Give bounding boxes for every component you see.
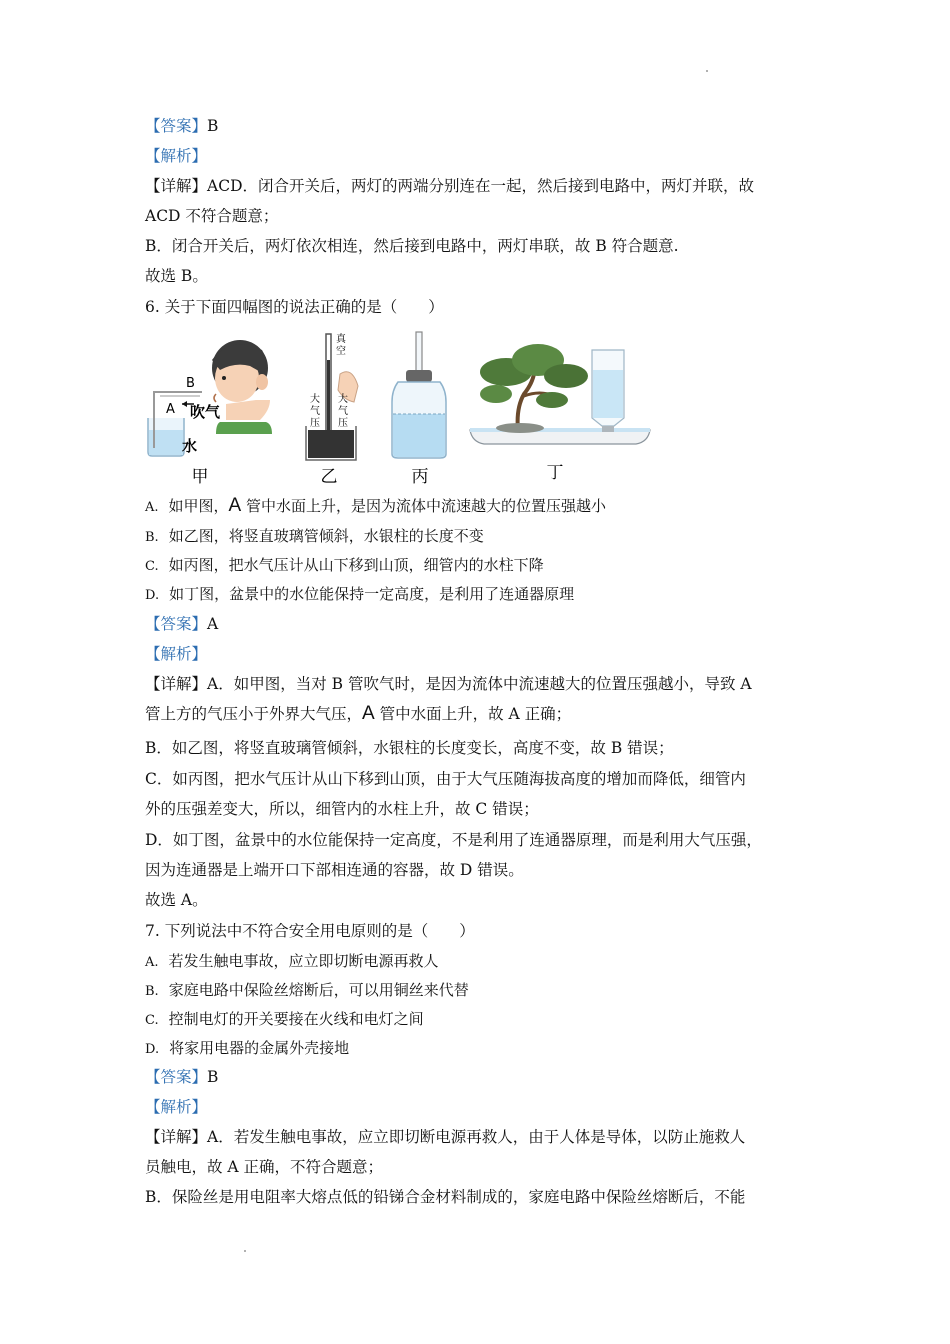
detail-text-post: 管中水面上升，故 A 正确；: [374, 705, 572, 723]
figure-jia: [148, 340, 272, 456]
q6-detail-line-7: 因为连通器是上端开口下部相连通的容器，故 D 错误。: [145, 861, 524, 879]
detail-text: A．如甲图，当对 B 管吹气时，是因为流体中流速越大的位置压强越小，导致 A: [207, 675, 752, 693]
label-a: A: [166, 402, 175, 417]
q6-stem: 6. 关于下面四幅图的说法正确的是（ ）: [145, 298, 444, 316]
label-atm-r3: 压: [338, 418, 348, 429]
label-b: B: [186, 376, 195, 391]
figure-ding: [470, 344, 650, 444]
q7-answer: [145, 1067, 218, 1087]
q7-detail-line-3: B．保险丝是用电阻率大熔点低的铅锑合金材料制成的，家庭电路中保险丝熔断后，不能: [145, 1188, 746, 1206]
q7-stem: 7. 下列说法中不符合安全用电原则的是（ ）: [145, 922, 475, 940]
detail-label: 【详解】: [145, 1128, 208, 1146]
q5-detail-line-1: [145, 176, 754, 196]
option-big-letter: A: [228, 495, 242, 516]
answer-value: B: [207, 1068, 219, 1086]
q5-detail-line-3: B．闭合开关后，两灯依次相连，然后接到电路中，两灯串联，故 B 符合题意.: [145, 237, 679, 255]
label-atm-l2: 气: [310, 406, 320, 417]
detail-label: 【详解】: [145, 675, 208, 693]
caption-yi: 乙: [320, 467, 338, 487]
detail-label: 【详解】: [145, 177, 208, 195]
option-text: 控制电灯的开关要接在火线和电灯之间: [168, 1010, 424, 1028]
answer-label: 【答案】: [145, 1068, 208, 1086]
caption-ding: 丁: [546, 463, 564, 483]
option-key: C.: [145, 1013, 159, 1028]
q6-detail-line-1: [145, 674, 752, 694]
q6-conclusion: 故选 A。: [145, 891, 208, 909]
q6-option-c: [145, 555, 544, 577]
detail-text: A．若发生触电事故，应立即切断电源再救人，由于人体是导体，以防止施救人: [207, 1128, 746, 1146]
q7-analysis-label: 【解析】: [145, 1098, 208, 1116]
option-key: C.: [145, 559, 159, 574]
q6-detail-line-3: B．如乙图，将竖直玻璃管倾斜，水银柱的长度变长，高度不变，故 B 错误；: [145, 739, 674, 757]
label-atm-l3: 压: [310, 418, 320, 429]
q7-option-d: [145, 1038, 349, 1060]
label-atm-r2: 气: [338, 406, 348, 417]
q6-analysis-label: 【解析】: [145, 645, 208, 663]
caption-bing: 丙: [411, 467, 429, 487]
detail-text: ACD．闭合开关后，两灯的两端分别连在一起，然后接到电路中，两灯并联，故: [207, 177, 754, 195]
option-key: A.: [145, 500, 159, 515]
corner-mark-top: [706, 70, 708, 72]
option-text: 若发生触电事故，应立即切断电源再救人: [168, 952, 439, 970]
answer-label: 【答案】: [145, 615, 208, 633]
caption-jia: 甲: [191, 467, 209, 487]
option-key: B.: [145, 984, 159, 999]
option-key: D.: [145, 588, 160, 603]
q6-detail-line-5: 外的压强差变大，所以，细管内的水柱上升，故 C 错误；: [145, 800, 539, 818]
q7-detail-line-2: 员触电，故 A 正确，不符合题意；: [145, 1158, 384, 1176]
q6-detail-line-2: [145, 704, 571, 724]
option-text: 如乙图，将竖直玻璃管倾斜，水银柱的长度不变: [168, 527, 484, 545]
label-blow: 吹气: [190, 403, 221, 421]
label-vacuum-2: 空: [336, 346, 346, 357]
q6-detail-line-4: C．如丙图，把水气压计从山下移到山顶，由于大气压随海拔高度的增加而降低，细管内: [145, 770, 746, 788]
q7-detail-line-1: [145, 1127, 745, 1147]
figure-bing: [392, 332, 446, 458]
answer-label: 【答案】: [145, 117, 208, 135]
label-atm-r1: 大: [338, 394, 348, 405]
option-text: 将家用电器的金属外壳接地: [169, 1039, 350, 1057]
option-text-pre: 如甲图，: [168, 497, 229, 515]
answer-value: B: [207, 117, 219, 135]
label-vacuum-1: 真: [336, 334, 346, 345]
detail-text-pre: 管上方的气压小于外界大气压，: [145, 705, 363, 723]
option-key: B.: [145, 530, 159, 545]
option-text-post: 管中水面上升，是因为流体中流速越大的位置压强越小: [241, 497, 607, 515]
option-key: D.: [145, 1042, 160, 1057]
answer-value: A: [207, 615, 219, 633]
option-text: 如丙图，把水气压计从山下移到山顶，细管内的水柱下降: [168, 556, 544, 574]
label-atm-l1: 大: [310, 394, 320, 405]
label-water: 水: [182, 437, 198, 455]
q5-answer: [145, 116, 218, 136]
q5-analysis-label: 【解析】: [145, 147, 208, 165]
q6-option-b: [145, 526, 484, 548]
detail-big-letter: A: [362, 703, 375, 724]
corner-mark-bottom: [244, 1250, 246, 1252]
q6-answer: [145, 614, 218, 634]
q5-conclusion: 故选 B。: [145, 267, 208, 285]
q7-option-a: [145, 951, 439, 973]
option-text: 如丁图，盆景中的水位能保持一定高度，是利用了连通器原理: [169, 585, 575, 603]
q7-option-b: [145, 980, 469, 1002]
q5-detail-line-2: ACD 不符合题意；: [145, 207, 279, 225]
q6-option-d: [145, 584, 574, 606]
option-key: A.: [145, 955, 159, 970]
q6-option-a: [145, 496, 606, 518]
q6-detail-line-6: D．如丁图，盆景中的水位能保持一定高度，不是利用了连通器原理，而是利用大气压强，: [145, 831, 762, 849]
figure-yi: [306, 332, 358, 460]
option-text: 家庭电路中保险丝熔断后，可以用铜丝来代替: [168, 981, 469, 999]
q6-figure: [140, 330, 660, 490]
q7-option-c: [145, 1009, 424, 1031]
